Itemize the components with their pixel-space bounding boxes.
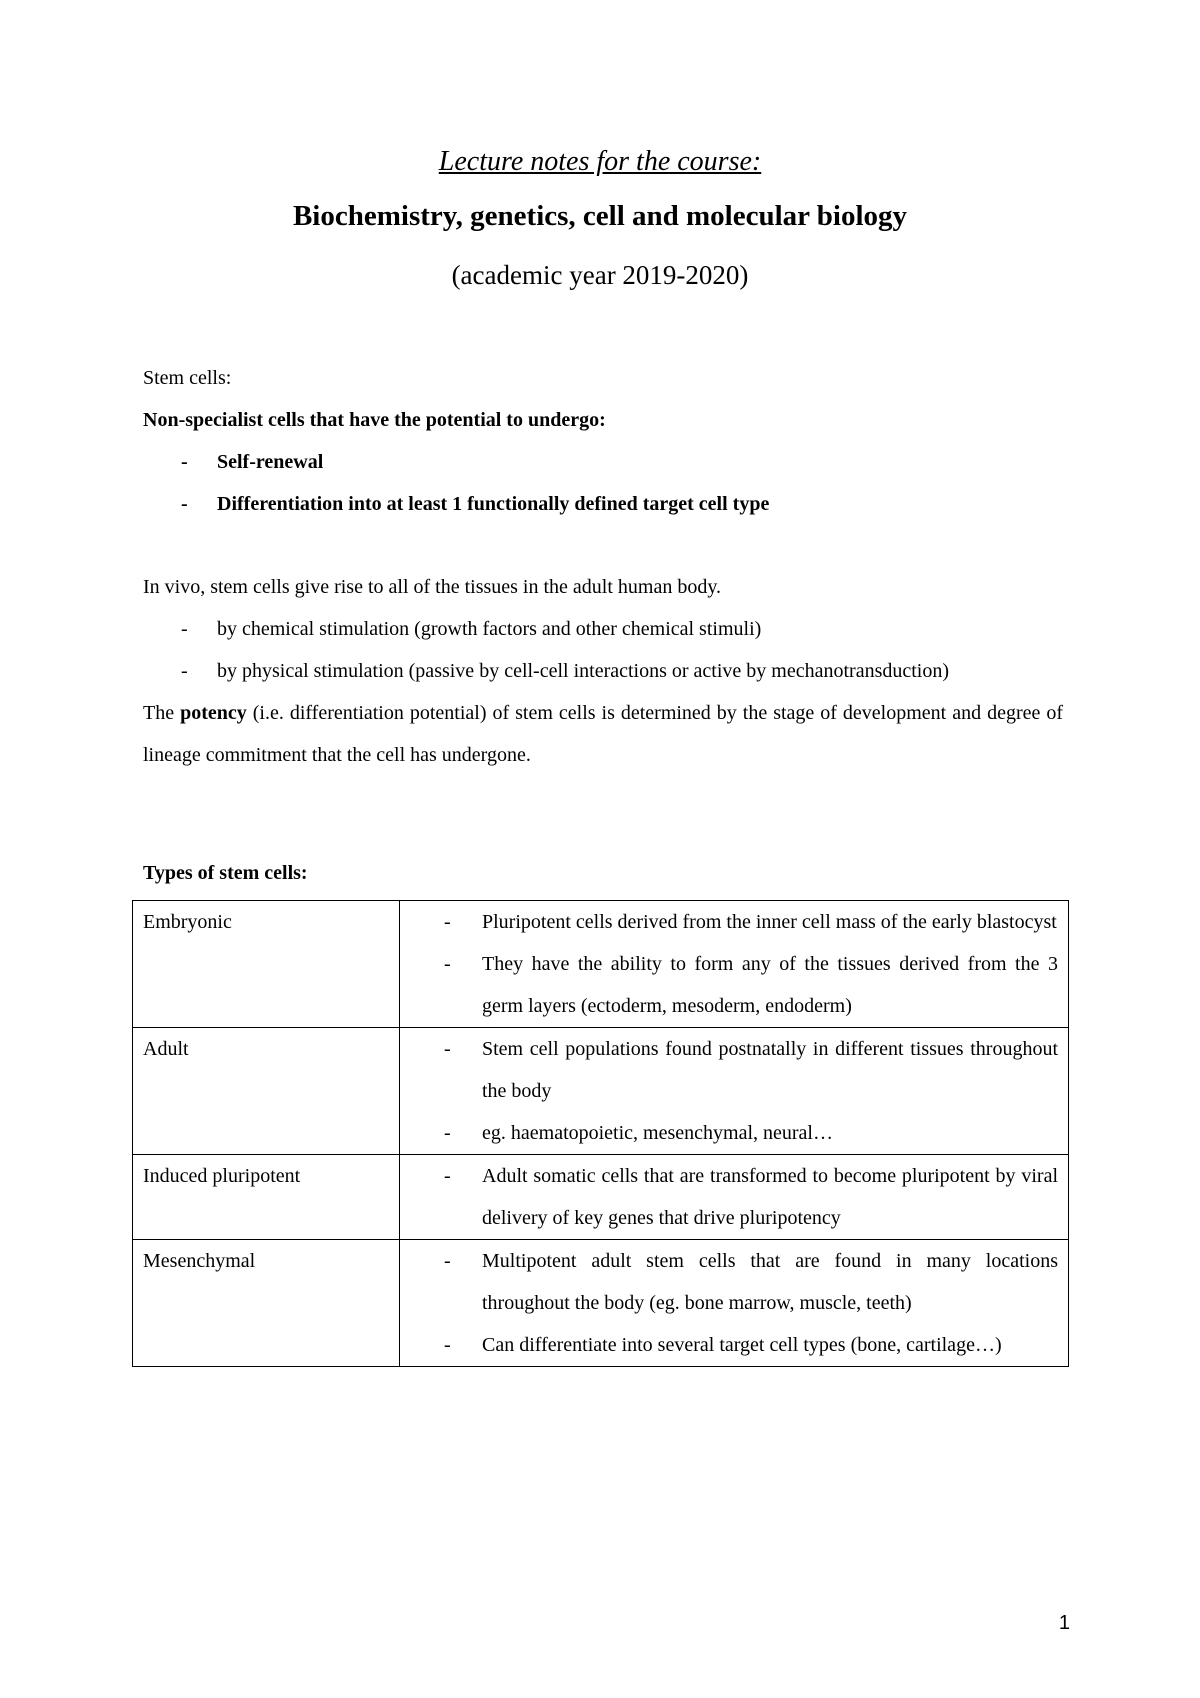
dash-marker: - [444, 1165, 451, 1187]
academic-year: (academic year 2019-2020) [451, 260, 749, 290]
stem-cells-heading: Stem cells: [143, 367, 232, 389]
list-item: - Multipotent adult stem cells that are found in many locations throughout the body (eg. bone marrow, muscle, teeth) [400, 1240, 1058, 1324]
table-row [133, 1240, 1069, 1367]
table-row [133, 1028, 1069, 1155]
course-title: Biochemistry, genetics, cell and molecular biology [292, 200, 908, 232]
course-label: Lecture notes for the course: [438, 146, 762, 177]
list-item: - Stem cell populations found postnatally in different tissues throughout the body [400, 1028, 1058, 1112]
list-item: - Can differentiate into several target cell types (bone, cartilage…) [400, 1324, 1058, 1366]
dash-marker: - [181, 493, 188, 515]
dash-marker: - [444, 911, 451, 933]
dash-marker: - [181, 618, 188, 640]
in-vivo-section [143, 566, 1063, 776]
table-row [133, 901, 1069, 1028]
stem-cells-section [143, 357, 1063, 525]
type-cell: Mesenchymal [133, 1240, 400, 1367]
potency-term: potency [180, 702, 247, 724]
description-cell [400, 1028, 1069, 1155]
in-vivo-text: In vivo, stem cells give rise to all of the tissues in the adult human body. [143, 576, 722, 598]
list-item: - by physical stimulation (passive by cell-cell interactions or active by mechanotransduction) [143, 650, 1063, 692]
stem-cell-types-table [132, 900, 1069, 1367]
types-heading: Types of stem cells: [143, 862, 308, 884]
dash-marker: - [444, 1334, 451, 1356]
type-cell: Induced pluripotent [133, 1155, 400, 1240]
list-item: - eg. haematopoietic, mesenchymal, neural… [400, 1112, 1058, 1154]
dash-marker: - [444, 1122, 451, 1144]
list-item: - Self-renewal [143, 441, 1063, 483]
list-item: - Differentiation into at least 1 functionally defined target cell type [143, 483, 1063, 525]
dash-marker: - [181, 660, 188, 682]
stem-cells-properties [143, 441, 1063, 525]
dash-marker: - [444, 1250, 451, 1272]
stem-cells-definition: Non-specialist cells that have the potential to undergo: [143, 409, 606, 431]
description-cell [400, 1155, 1069, 1240]
table-row [133, 1155, 1069, 1240]
list-item: - by chemical stimulation (growth factors and other chemical stimuli) [143, 608, 1063, 650]
dash-marker: - [181, 451, 188, 473]
list-item: - Adult somatic cells that are transformed to become pluripotent by viral delivery of key genes that drive pluripotency [400, 1155, 1058, 1239]
page-number: 1 [1058, 1612, 1070, 1634]
type-cell: Embryonic [133, 901, 400, 1028]
list-item: - They have the ability to form any of the tissues derived from the 3 germ layers (ectoderm, mesoderm, endoderm) [400, 943, 1058, 1027]
type-cell: Adult [133, 1028, 400, 1155]
list-item: - Pluripotent cells derived from the inner cell mass of the early blastocyst [400, 901, 1058, 943]
description-cell [400, 901, 1069, 1028]
dash-marker: - [444, 1038, 451, 1060]
stimulation-list [143, 608, 1063, 692]
potency-paragraph: The potency (i.e. differentiation potential) of stem cells is determined by the stage of development and degree of lineage commitment that the cell has undergone. [143, 702, 1064, 766]
dash-marker: - [444, 953, 451, 975]
description-cell [400, 1240, 1069, 1367]
